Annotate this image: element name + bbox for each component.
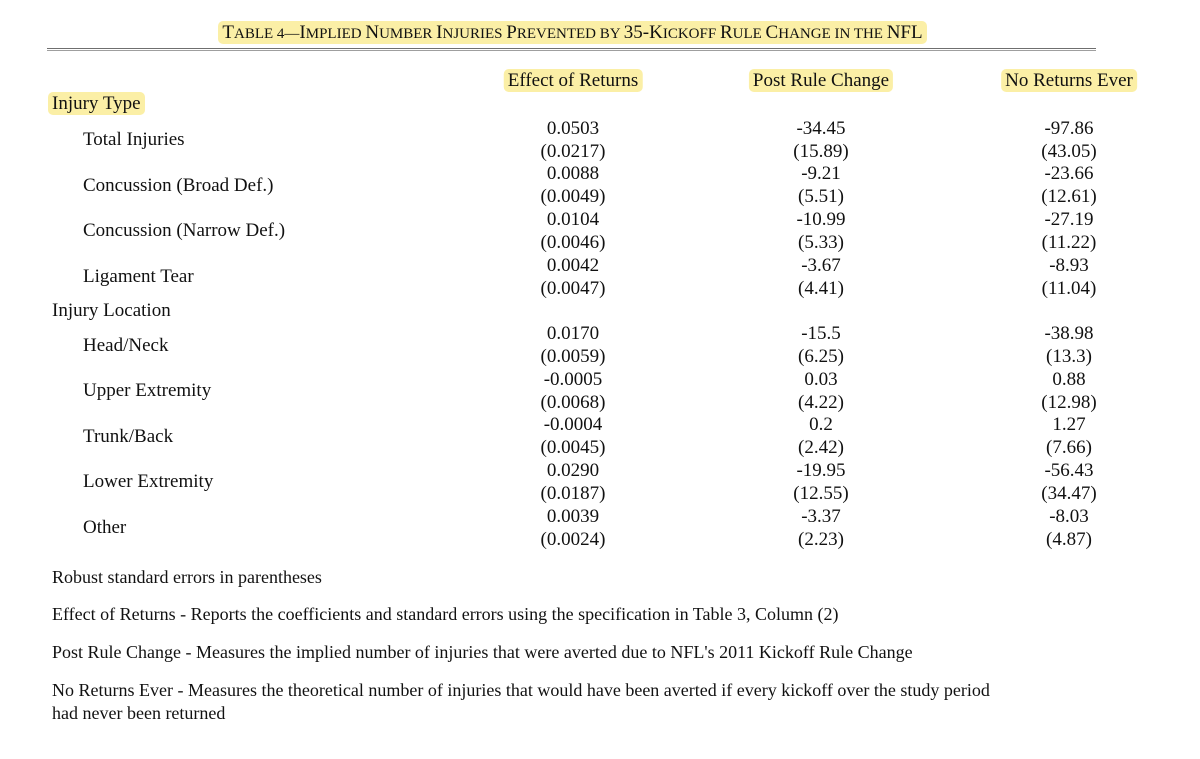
cell-value: -34.45 (796, 118, 846, 139)
cell-value: -27.19 (1044, 209, 1094, 230)
cell-value: -15.5 (801, 323, 841, 344)
row-label-concussion-narrow: Concussion (Narrow Def.) (83, 220, 286, 241)
title-main: ABLE 4— (233, 26, 300, 42)
section-injury-location: Injury Location (52, 300, 171, 321)
column-header-effect-of-returns (504, 70, 643, 92)
table-cell (1041, 459, 1096, 505)
cell-se: (34.47) (1041, 483, 1097, 504)
table-cell (798, 322, 844, 368)
title-part-2-small: NJURIES (442, 26, 507, 42)
cell-se: (0.0045) (540, 437, 606, 458)
cell-se: (7.66) (1046, 437, 1092, 458)
cell-se: (0.0187) (540, 483, 606, 504)
table-cell (541, 254, 606, 300)
table-cell (1042, 208, 1097, 254)
cell-se: (12.55) (793, 483, 849, 504)
row-label-total-injuries: Total Injuries (83, 129, 185, 150)
row-label-trunk-back: Trunk/Back (83, 426, 174, 447)
table-cell (541, 162, 606, 208)
title-part-1-big: N (365, 22, 380, 43)
cell-value: 0.88 (1052, 369, 1086, 390)
table-cell (798, 413, 844, 459)
table-cell (1042, 254, 1097, 300)
column-header-post-rule-change-text: Post Rule Change (749, 69, 893, 92)
table-cell (1046, 505, 1092, 551)
row-label-head-neck: Head/Neck (83, 335, 169, 356)
cell-value: 0.0104 (546, 209, 600, 230)
row-label-other: Other (83, 517, 127, 538)
table-cell (798, 254, 844, 300)
note-post-rule-change: Post Rule Change - Measures the implied number of injuries that were averted due to NFL's 2011 Kickoff Rule Change (52, 642, 913, 662)
cell-se: (13.3) (1046, 346, 1092, 367)
cell-se: (43.05) (1041, 141, 1097, 162)
table-cell (1041, 162, 1096, 208)
table-cell (541, 322, 606, 368)
title-part-4-small: ICKOFF (662, 26, 720, 42)
row-label-ligament-tear: Ligament Tear (83, 266, 194, 287)
table-cell (541, 505, 606, 551)
cell-se: (0.0024) (540, 529, 606, 550)
table-cell (798, 162, 844, 208)
title-part-4-big: 35-K (623, 22, 663, 43)
cell-se: (0.0049) (540, 186, 606, 207)
title-part-0-big: I (299, 22, 306, 43)
table-cell (793, 459, 848, 505)
table-cell (541, 208, 606, 254)
title-prefix: T (222, 22, 234, 43)
cell-se: (0.0217) (540, 141, 606, 162)
cell-value: 0.0039 (546, 506, 600, 527)
cell-value: 0.2 (809, 414, 833, 435)
cell-value: -38.98 (1044, 323, 1094, 344)
cell-value: 0.03 (804, 369, 838, 390)
cell-value: 0.0170 (546, 323, 600, 344)
title-part-6-small: HANGE IN THE (778, 26, 887, 42)
column-header-no-returns-ever-text: No Returns Ever (1001, 69, 1137, 92)
cell-se: (12.61) (1041, 186, 1097, 207)
title-part-2-big: I (436, 22, 443, 43)
cell-value: -3.37 (801, 506, 841, 527)
cell-value: -3.67 (801, 255, 841, 276)
cell-value: -8.03 (1049, 506, 1089, 527)
table-cell (796, 208, 845, 254)
cell-value: -0.0005 (543, 369, 603, 390)
cell-value: 0.0088 (546, 163, 600, 184)
cell-se: (0.0059) (540, 346, 606, 367)
cell-value: -56.43 (1044, 460, 1094, 481)
row-label-upper-extremity: Upper Extremity (83, 380, 212, 401)
section-injury-type (48, 93, 145, 115)
note-effect-of-returns: Effect of Returns - Reports the coefficients and standard errors using the specification in Table 3, Column (2) (52, 604, 839, 624)
table-cell (798, 368, 844, 414)
table-title (0, 22, 1145, 44)
cell-value: 0.0042 (546, 255, 600, 276)
cell-se: (11.04) (1041, 278, 1097, 299)
cell-value: -10.99 (796, 209, 846, 230)
cell-se: (4.22) (798, 392, 844, 413)
title-part-7-big: NFL (886, 22, 923, 43)
column-header-post-rule-change (749, 70, 893, 92)
cell-value: 0.0290 (546, 460, 600, 481)
table-cell (1041, 117, 1096, 163)
title-part-3-big: P (506, 22, 517, 43)
cell-se: (11.22) (1041, 232, 1097, 253)
table-cell (541, 117, 606, 163)
cell-se: (0.0046) (540, 232, 606, 253)
note-no-returns-line-2: had never been returned (52, 703, 226, 723)
note-no-returns-ever (52, 679, 990, 725)
cell-se: (15.89) (793, 141, 849, 162)
cell-value: -9.21 (801, 163, 841, 184)
note-no-returns-line-1: No Returns Ever - Measures the theoretical number of injuries that would have been averted if every kickoff over the study period (52, 680, 990, 700)
cell-value: 1.27 (1052, 414, 1086, 435)
table-cell (798, 505, 844, 551)
cell-se: (12.98) (1041, 392, 1097, 413)
cell-value: -97.86 (1044, 118, 1094, 139)
cell-se: (0.0047) (540, 278, 606, 299)
title-rule (47, 48, 1096, 51)
section-injury-type-text: Injury Type (48, 92, 145, 115)
cell-value: -8.93 (1049, 255, 1089, 276)
cell-se: (4.41) (798, 278, 844, 299)
cell-se: (2.42) (798, 437, 844, 458)
column-header-effect-of-returns-text: Effect of Returns (504, 69, 643, 92)
cell-se: (5.33) (798, 232, 844, 253)
row-label-concussion-broad: Concussion (Broad Def.) (83, 175, 274, 196)
note-robust-se: Robust standard errors in parentheses (52, 567, 322, 587)
title-part-5-big: R (719, 22, 733, 43)
cell-value: -19.95 (796, 460, 846, 481)
title-part-6-big: C (765, 22, 779, 43)
table-cell (1041, 368, 1096, 414)
cell-value: -0.0004 (543, 414, 603, 435)
table-cell (793, 117, 848, 163)
title-part-5-small: ULE (732, 26, 766, 42)
table-cell (1044, 322, 1093, 368)
cell-se: (5.51) (798, 186, 844, 207)
table-title-highlight (218, 21, 926, 44)
table-cell (1046, 413, 1092, 459)
table-cell (541, 459, 606, 505)
cell-se: (0.0068) (540, 392, 606, 413)
row-label-lower-extremity: Lower Extremity (83, 471, 214, 492)
title-part-3-small: REVENTED BY (516, 26, 624, 42)
column-header-no-returns-ever (1001, 70, 1137, 92)
cell-value: -23.66 (1044, 163, 1094, 184)
cell-se: (4.87) (1046, 529, 1092, 550)
table-cell (541, 368, 606, 414)
table-cell (541, 413, 606, 459)
title-part-0-small: MPLIED (305, 26, 366, 42)
cell-value: 0.0503 (546, 118, 600, 139)
title-part-1-small: UMBER (379, 26, 437, 42)
cell-se: (2.23) (798, 529, 844, 550)
cell-se: (6.25) (798, 346, 844, 367)
